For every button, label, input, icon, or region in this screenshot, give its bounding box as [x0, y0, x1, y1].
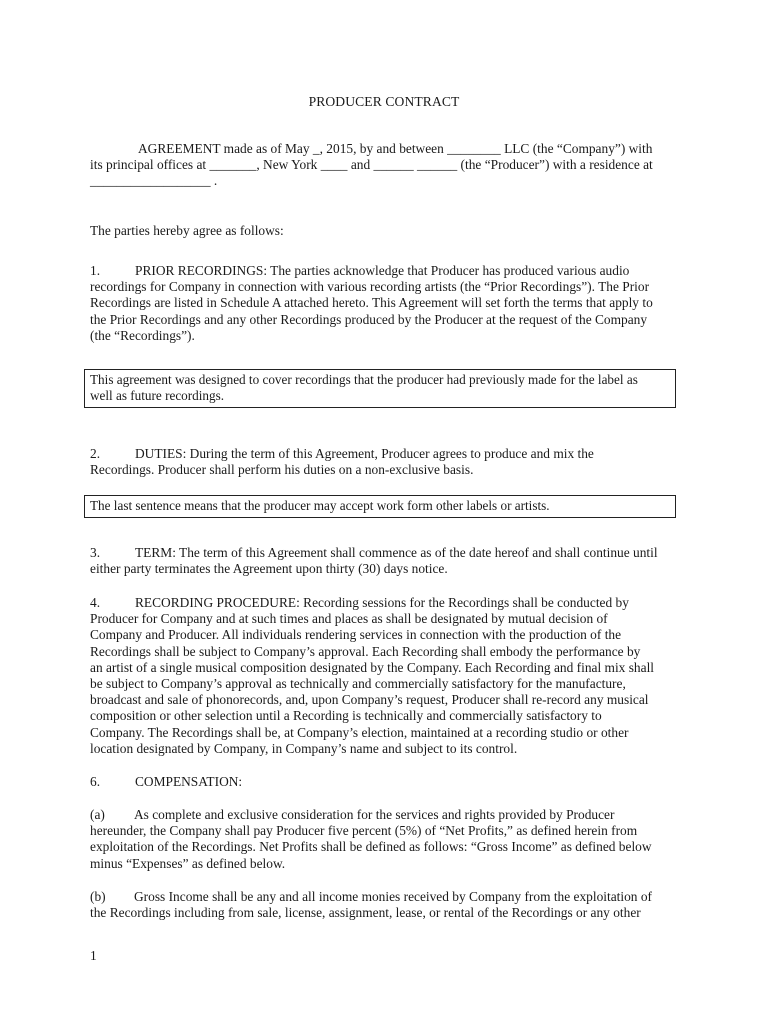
section-number: 6.: [90, 774, 101, 789]
section-1-prior-recordings: 1. PRIOR RECORDINGS: The parties acknowledge that Producer has produced various audio recordings for Company in connection with various recording artists (the “Prior Recordings”). The Prior Recordings are listed in Schedule A attached hereto. This Agreement will set forth the terms that apply to the Prior Recordings and any other Recordings produced by the Producer at the request of the Company (the “Recordings”).: [90, 263, 653, 343]
subsection-number: (a): [90, 807, 105, 822]
section-number: 4.: [90, 595, 101, 610]
page-number: 1: [90, 948, 97, 963]
section-number: 2.: [90, 446, 101, 461]
annotation-box-1: This agreement was designed to cover recordings that the producer had previously made for the label as well as future recordings.: [84, 369, 676, 408]
intro-line: AGREEMENT made as of May _, 2015, by and between ________ LLC (the “Company”) with: [138, 141, 653, 156]
section-3-term: 3. TERM: The term of this Agreement shall commence as of the date hereof and shall continue until either party terminates the Agreement upon thirty (30) days notice.: [90, 545, 658, 577]
annotation-box-2: The last sentence means that the producer may accept work form other labels or artists.: [84, 495, 676, 518]
subsection-number: (b): [90, 889, 106, 904]
document-title: PRODUCER CONTRACT: [308, 94, 460, 109]
intro-line: its principal offices at _______, New York ____ and ______ ______ (the “Producer”) with a residence at: [90, 157, 653, 173]
section-6b: (b) Gross Income shall be any and all income monies received by Company from the exploitation of the Recordings including from sale, license, assignment, lease, or rental of the Recordings or any other: [90, 889, 653, 921]
intro-line: __________________ .: [90, 173, 218, 189]
section-6a: (a) As complete and exclusive consideration for the services and rights provided by Producer hereunder, the Company shall pay Producer five percent (5%) of “Net Profits,” as defined herein from exploitation of the Recordings. Net Profits shall be defined as follows: “Gross Income” as defined below minus “Expenses” as defined below.: [90, 807, 652, 871]
section-4-recording-procedure: 4. RECORDING PROCEDURE: Recording sessions for the Recordings shall be conducted by Producer for Company and at such times and places as shall be designated by mutual decision of Company and Producer. All individuals rendering services in connection with the production of the Recordings shall be subject to Company’s approval. Each Recording shall embody the performance by an artist of a single musical composition designated by the Company. Each Recording and final mix shall be subject to Company’s approval as technically and commercially satisfactory for the manufacture, broadcast and sale of phonorecords, and, upon Company’s request, Producer shall re-record any musical composition or other selection until a Recording is technically and commercially satisfactory to Company. The Recordings shall be, at Company’s election, maintained at a recording studio or other location designated by Company, in Company’s name and subject to its control.: [90, 595, 655, 756]
section-6-compensation: 6. COMPENSATION:: [90, 774, 243, 789]
intro-paragraph: [90, 141, 678, 190]
section-2-duties: 2. DUTIES: During the term of this Agreement, Producer agrees to produce and mix the Recordings. Producer shall perform his duties on a non-exclusive basis.: [90, 446, 594, 478]
section-number: 1.: [90, 263, 101, 278]
parties-agree-paragraph: The parties hereby agree as follows:: [90, 223, 284, 238]
section-number: 3.: [90, 545, 101, 560]
